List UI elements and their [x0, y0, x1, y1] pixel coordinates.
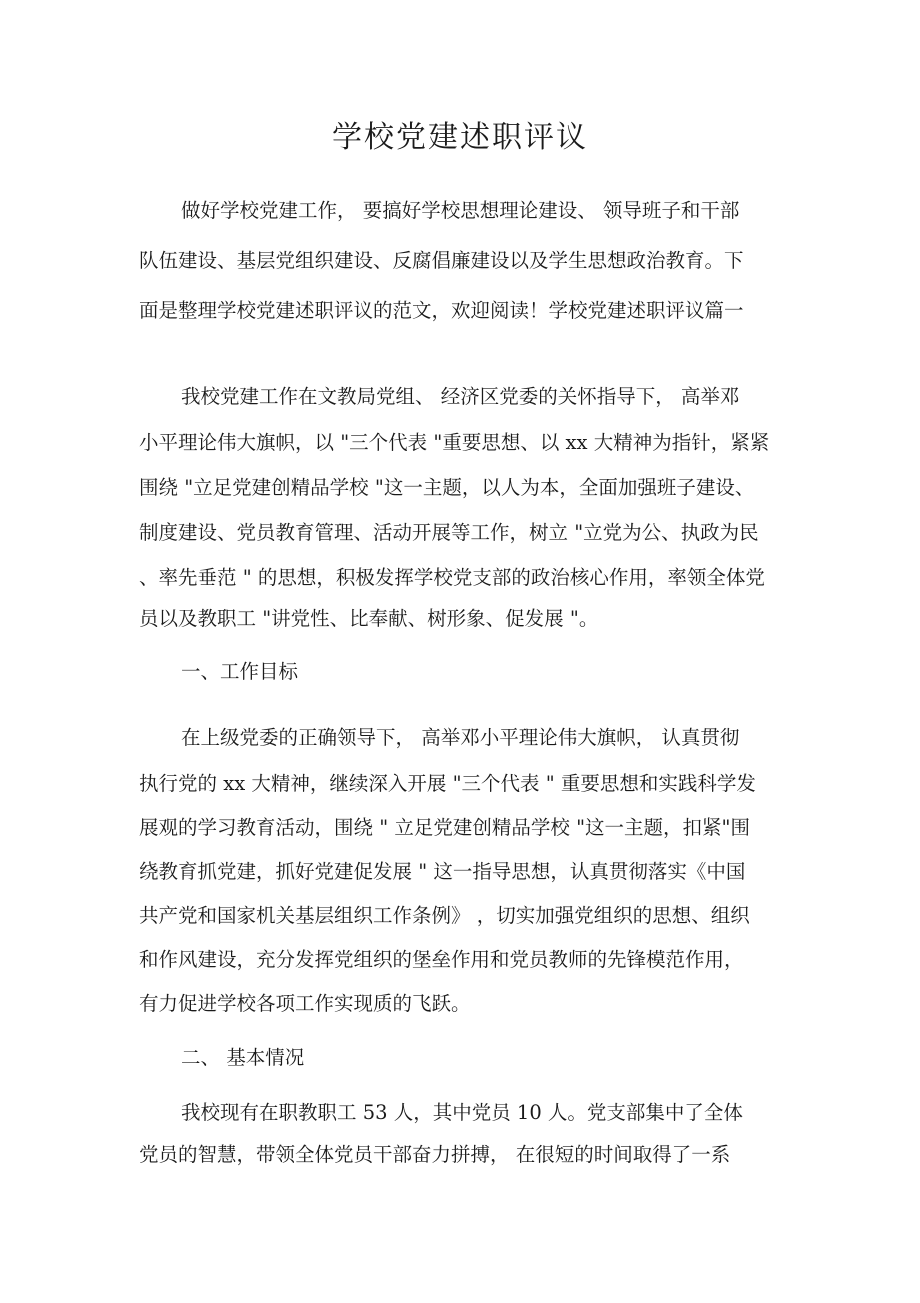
- section-heading-basic-info: 二、 基本情况: [181, 1046, 305, 1069]
- para2-line-7: 有力促进学校各项工作实现质的飞跃。: [139, 992, 471, 1015]
- para1-line-1: 我校党建工作在文教局党组、 经济区党委的关怀指导下， 高举邓: [181, 385, 740, 408]
- para2-line-3: 展观的学习教育活动，围绕 " 立足党建创精品学校 "这一主题，扣紧"围: [139, 816, 751, 839]
- para1-line-3: 围绕 "立足党建创精品学校 "这一主题，以人为本，全面加强班子建设、: [139, 476, 755, 499]
- para2-line-2: 执行党的 xx 大精神，继续深入开展 "三个代表 " 重要思想和实践科学发: [139, 772, 756, 795]
- para3-line-2: 党员的智慧，带领全体党员干部奋力拼搏， 在很短的时间取得了一系: [139, 1143, 731, 1166]
- para1-line-4: 制度建设、党员教育管理、活动开展等工作，树立 "立党为公、执政为民: [139, 521, 759, 544]
- intro-line-1: 做好学校党建工作， 要搞好学校思想理论建设、 领导班子和干部: [181, 199, 740, 222]
- intro-line-3: 面是整理学校党建述职评议的范文，欢迎阅读！学校党建述职评议篇一: [139, 299, 744, 322]
- para2-line-1: 在上级党委的正确领导下， 高举邓小平理论伟大旗帜， 认真贯彻: [181, 726, 740, 749]
- para1-line-6: 员以及教职工 "讲党性、比奉献、树形象、促发展 "。: [139, 607, 599, 630]
- para2-line-5: 共产党和国家机关基层组织工作条例》 ，切实加强党组织的思想、组织: [139, 904, 750, 927]
- intro-line-2: 队伍建设、基层党组织建设、反腐倡廉建设以及学生思想政治教育。下: [139, 249, 744, 272]
- para1-line-5: 、率先垂范 " 的思想，积极发挥学校党支部的政治核心作用，率领全体党: [139, 566, 765, 589]
- section-heading-work-goals: 一、工作目标: [181, 660, 299, 683]
- para3-line-1: 我校现有在职教职工 53 人，其中党员 10 人。党支部集中了全体: [181, 1101, 743, 1124]
- para1-line-2: 小平理论伟大旗帜，以 "三个代表 "重要思想、以 xx 大精神为指针，紧紧: [139, 431, 770, 454]
- para2-line-6: 和作风建设，充分发挥党组织的堡垒作用和党员教师的先锋模范作用，: [139, 948, 744, 971]
- para2-line-4: 绕教育抓党建，抓好党建促发展 " 这一指导思想，认真贯彻落实《中国: [139, 860, 746, 883]
- document-title: 学校党建述职评议: [332, 120, 588, 155]
